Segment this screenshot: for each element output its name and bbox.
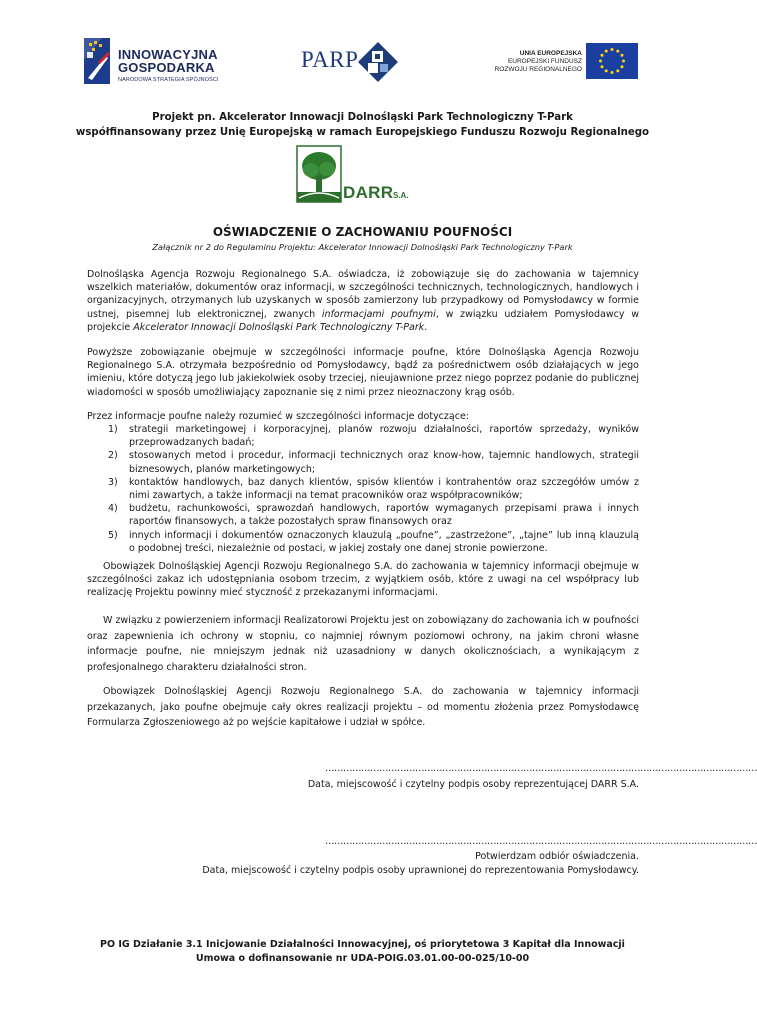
document-title: OŚWIADCZENIE O ZACHOWANIU POUFNOŚCI [212, 225, 513, 239]
signature-line-ideator: ……………………………………………………………………………………………………………………………… [325, 836, 757, 847]
document-subtitle: Załącznik nr 2 do Regulaminu Projektu: Akcelerator Innowacji Dolnośląski Park Technologiczny T-Park [152, 242, 573, 252]
ig-line2: GOSPODARKA [118, 60, 215, 75]
logo-bar [0, 34, 725, 90]
list-item-text: stosowanych metod i procedur, informacji technicznych oraz know-how, tajemnic handlowych, strategii biznesowych, planów marketingowych; [129, 450, 639, 475]
darr-logo [297, 146, 427, 206]
darr-wordmark: DARR [343, 183, 394, 202]
footer [60, 938, 665, 965]
eu-line3: ROZWOJU REGIONALNEGO [494, 66, 582, 73]
list-item-text: innych informacji i dokumentów oznaczonych klauzulą „poufne”, „zastrzeżone”, „tajne” lub inną klauzulą o podobnej treści, niezależnie od postaci, w jakiej zostały one danej stronie powierzone. [129, 529, 639, 554]
list-item-number: 2) [108, 450, 118, 462]
project-header-line1: Projekt pn. Akcelerator Innowacji Dolnośląski Park Technologiczny T-Park [152, 112, 573, 123]
paragraph-1-emphasis-2: Akcelerator Innowacji Dolnośląski Park Technologiczny T-Park [133, 321, 425, 333]
paragraph-4: W związku z powierzeniem informacji Realizatorowi Projektu jest on zobowiązany do zachowania ich w poufności oraz zapewnienia ich ochrony w stopniu, co najmniej równym poziomowi ochrony, na jakim chroni własne informacje poufne, nie mniejszym jednak niż uzasadniony w danych okolicznościach, a wynikającym z profesjonalnego charakteru działalności stron. [87, 615, 639, 673]
list-item [108, 423, 639, 449]
list-item-number: 1) [108, 424, 118, 435]
list-item [108, 502, 639, 528]
paragraph-1-emphasis-1: informacjami poufnymi [321, 308, 436, 320]
list-item-text: strategii marketingowej i korporacyjnej, planów rozwoju działalności, raportów sprzedaży, wyników przeprowadzanych badań; [129, 424, 639, 449]
paragraph-1 [87, 268, 639, 334]
list-intro: Przez informacje poufne należy rozumieć w szczególności informacje dotyczące: [87, 411, 469, 422]
paragraph-5: Obowiązek Dolnośląskiej Agencji Rozwoju Regionalnego S.A. do zachowania w tajemnicy informacji przekazanych, jako poufne obejmuje cały okres realizacji projektu – od momentu złożenia przez Pomysłodawcę Formularza Zgłoszeniowego aż po wejście kapitałowe i udział w spółce. [87, 686, 639, 728]
project-header-line2: współfinansowany przez Unię Europejską w ramach Europejskiego Funduszu Rozwoju Regionalnego [75, 127, 650, 138]
darr-suffix: S.A. [393, 191, 409, 200]
list-item-text: kontaktów handlowych, baz danych klientów, spisów klientów i kontrahentów oraz szczegółów umów z nimi zawartych, a także informacji na temat pracowników oraz współpracowników; [129, 476, 639, 502]
eu-logo [486, 42, 638, 84]
eu-line1: UNIA EUROPEJSKA [519, 50, 582, 57]
innowacyjna-gospodarka-logo [84, 38, 234, 86]
list-item-number: 5) [108, 529, 118, 541]
ig-line1: INNOWACYJNA [118, 47, 218, 62]
confidential-info-list [108, 423, 639, 555]
parp-wordmark: PARP [301, 47, 359, 72]
innowacyjna-gospodarka-text [118, 48, 219, 83]
paragraph-2: Powyższe zobowiązanie obejmuje w szczególności informacje poufne, które Dolnośląska Agencja Rozwoju Regionalnego S.A. otrzymała bezpośrednio od Pomysłodawcy, bądź za pośrednictwem osób działających w jego imieniu, które dotyczą jego lub jakiekolwiek osoby trzeciej, nieujawnione przez niego poprzez podanie do publicznej wiadomości w sposób umożliwiający zapoznanie się z nimi przez nieoznaczony krąg osób. [87, 347, 639, 398]
parp-logo [300, 36, 400, 88]
list-item [108, 449, 639, 475]
eu-flag-icon [586, 43, 638, 79]
list-item-number: 3) [108, 476, 118, 488]
list-item-text: budżetu, rachunkowości, sprawozdań handlowych, raportów wymaganych przepisami prawa i innych raportów finansowych, a także pozostałych spraw finansowych oraz [129, 503, 639, 528]
signature-line-darr: ……………………………………………………………………………………………………………………………… [325, 763, 757, 774]
list-item-number: 4) [108, 503, 118, 515]
list-item [108, 529, 639, 555]
signature-caption-darr: Data, miejscowość i czytelny podpis osoby reprezentującej DARR S.A. [307, 779, 639, 790]
paragraph-1-part-a: Dolnośląska Agencja Rozwoju Regionalnego S.A. oświadcza, iż zobowiązuje się do zachowania w tajemnicy wszelkich materiałów, dokumentów oraz informacji, w szczególności technicznych, technologicznych, handlowych i organizacyjnych, otrzymanych lub uzyskanych w sposób zamierzony lub przypadkowy od Pomysłodawcy w formie ustnej, pisemnej lub elektronicznej, zwanych [87, 269, 639, 320]
list-item [108, 476, 639, 502]
ig-line3: NARODOWA STRATEGIA SPÓJNOŚCI [118, 77, 219, 83]
footer-line1: PO IG Działanie 3.1 Inicjowanie Działalności Innowacyjnej, oś priorytetowa 3 Kapitał dla Innowacji [100, 939, 625, 950]
paragraph-1-part-b: , w związku udziałem Pomysłodawcy w projekcie [87, 308, 639, 333]
eu-text [495, 49, 582, 74]
parp-emblem-icon [358, 42, 398, 82]
innowacyjna-gospodarka-emblem-icon [84, 38, 114, 86]
signature-caption-receipt: Potwierdzam odbiór oświadczenia. [475, 851, 639, 862]
signature-caption-ideator: Data, miejscowość i czytelny podpis osoby uprawnionej do reprezentowania Pomysłodawcy. [202, 865, 639, 876]
eu-line2: EUROPEJSKI FUNDUSZ [507, 58, 582, 65]
paragraph-1-part-c: . [424, 321, 428, 333]
project-header [60, 110, 665, 140]
paragraph-3: Obowiązek Dolnośląskiej Agencji Rozwoju Regionalnego S.A. do zachowania w tajemnicy informacji obejmuje w szczególności zakaz ich udostępniania osobom trzecim, z wyjątkiem osób, które z uwagi na cel współpracy lub realizację Projektu powinny mieć styczność z przekazanymi informacjami. [87, 561, 639, 599]
footer-line2: Umowa o dofinansowanie nr UDA-POIG.03.01.00-00-025/10-00 [195, 952, 530, 964]
